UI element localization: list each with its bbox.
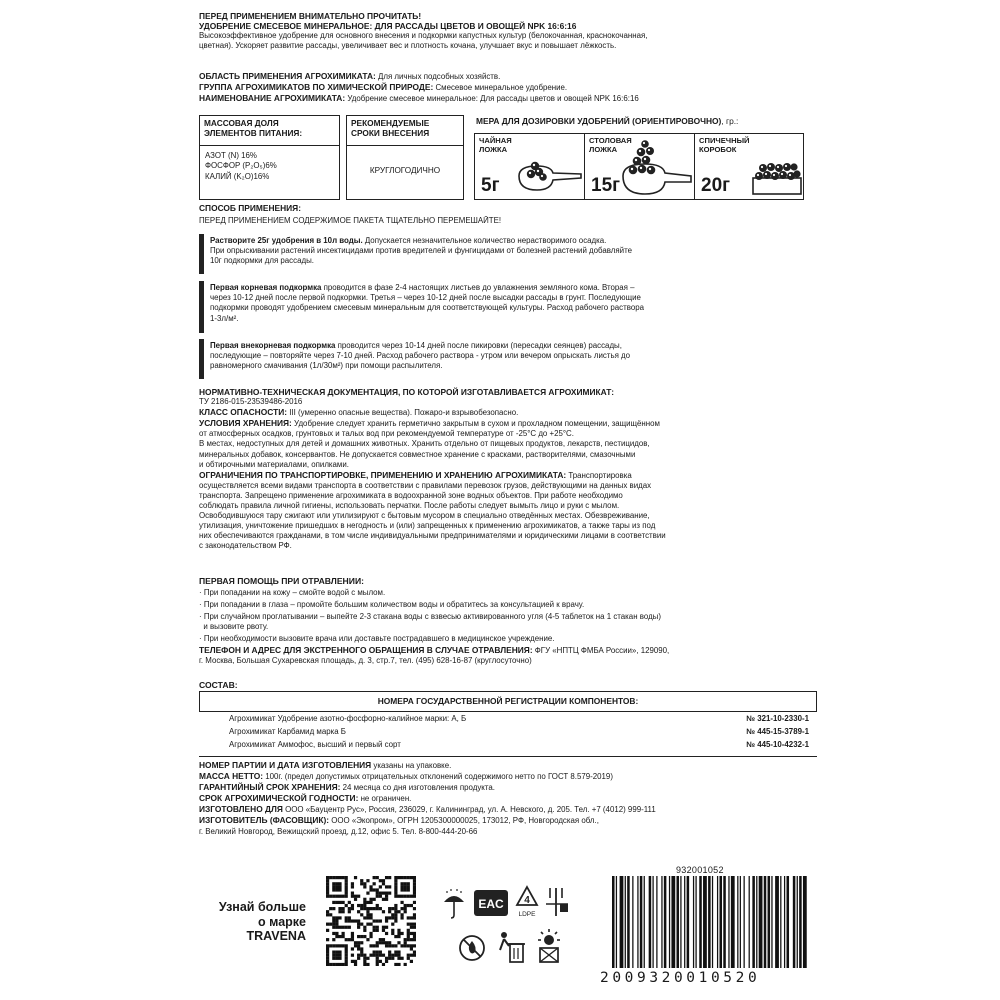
trash-bin-icon bbox=[496, 930, 526, 964]
registration-row-name: Агрохимикат Карбамид марка Б bbox=[229, 727, 346, 736]
matchbox-cell bbox=[695, 134, 805, 199]
danger-value: III (умеренно опасные вещества). Пожаро-и взрывобезопасно. bbox=[287, 408, 519, 418]
first-aid-item-1: · При попадании на кожу – смойте водой с мылом. bbox=[199, 588, 386, 598]
area-value: Для личных подсобных хозяйств. bbox=[375, 72, 501, 81]
p1-line-2: При опрыскивании растений инсектицидами против вредителей и фунгицидами от болезней растений добавляйте bbox=[210, 246, 632, 256]
transport-line-2: транспорта. Запрещено применение агрохимиката в водоохранной зоне водных объектов. При работе необходимо bbox=[199, 490, 623, 500]
p1-bold: Растворите 25г удобрения в 10л воды. bbox=[210, 236, 363, 245]
no-burn-icon bbox=[458, 934, 486, 962]
dose-table bbox=[474, 133, 804, 200]
group-label: ГРУППА АГРОХИМИКАТОВ ПО ХИМИЧЕСКОЙ ПРИРОДЕ: bbox=[199, 82, 434, 93]
registration-row-name: Агрохимикат Аммофос, высший и первый сорт bbox=[229, 740, 401, 749]
mass-label: МАССА НЕТТО: bbox=[199, 771, 264, 782]
qr-code[interactable] bbox=[326, 876, 416, 966]
storage-line-2: от атмосферных осадков, грунтовых и талых вод при рекомендуемой температуре от -25°С до +25°С. bbox=[199, 429, 574, 439]
registration-divider bbox=[199, 756, 817, 757]
first-aid-title: ПЕРВАЯ ПОМОЩЬ ПРИ ОТРАВЛЕНИИ: bbox=[199, 576, 364, 586]
tablespoon-cell bbox=[585, 134, 695, 199]
promo-line-3: TRAVENA bbox=[246, 929, 306, 943]
matchbox-icon bbox=[751, 160, 803, 196]
warning-title: ПЕРЕД ПРИМЕНЕНИЕМ ВНИМАТЕЛЬНО ПРОЧИТАТЬ! bbox=[199, 11, 422, 21]
phosphorus-row: ФОСФОР (P₂O₅)6% bbox=[205, 161, 277, 171]
matchbox-label-1: СПИЧЕЧНЫЙ bbox=[699, 136, 750, 145]
barcode bbox=[612, 876, 808, 968]
method-title: СПОСОБ ПРИМЕНЕНИЯ: bbox=[199, 203, 301, 213]
registration-row bbox=[229, 727, 809, 736]
glass-fork-icon bbox=[544, 886, 570, 920]
teaspoon-cell bbox=[475, 134, 585, 199]
maker-label: ИЗГОТОВИТЕЛЬ (ФАСОВЩИК): bbox=[199, 815, 330, 826]
transport-line-4: Освободившуюся тару сжигают или утилизируют с бытовым мусором в специально отведённых местах. Обезвреживание, bbox=[199, 511, 650, 521]
teaspoon-label-1: ЧАЙНАЯ bbox=[479, 136, 512, 145]
first-aid-item-2: · При попадании в глаза – промойте большим количеством воды и обратитесь за консультацией к врачу. bbox=[199, 600, 585, 610]
tablespoon-value: 15г bbox=[591, 175, 621, 196]
storage-line-4: минеральных добавок, консервантов. Не допускается совместное хранение с красками, растворителями, смазочными bbox=[199, 449, 636, 459]
certification-icons bbox=[440, 880, 570, 972]
storage-line-5: и обтирочными материалами, опилками. bbox=[199, 459, 349, 469]
area-label: ОБЛАСТЬ ПРИМЕНЕНИЯ АГРОХИМИКАТА: bbox=[199, 71, 376, 81]
regulatory-section bbox=[199, 387, 805, 552]
paragraph-3 bbox=[210, 341, 806, 372]
phone-label: ТЕЛЕФОН И АДРЕС ДЛЯ ЭКСТРЕННОГО ОБРАЩЕНИЯ В СЛУЧАЕ ОТРАВЛЕНИЯ: bbox=[199, 644, 533, 655]
dose-title-row bbox=[476, 116, 816, 126]
name-label: НАИМЕНОВАНИЕ АГРОХИМИКАТА: bbox=[199, 93, 346, 104]
registration-row-number: № 445-15-3789-1 bbox=[746, 727, 809, 736]
storage-line-3: В местах, недоступных для детей и домашних животных. Хранить отдельно от пищевых продуктов, лекарств, пестицидов, bbox=[199, 439, 650, 449]
promo-text bbox=[196, 900, 306, 944]
paragraph-bar-1 bbox=[199, 234, 204, 274]
maker-line-2: г. Великий Новгород, Вежищский проезд, д.12, офис 5. Тел. 8-800-444-20-66 bbox=[199, 826, 478, 836]
p2-line-1: проводится в фазе 2-4 настоящих листьев до увлажнения земляного кома. Вторая – bbox=[321, 283, 635, 292]
first-aid-item-4: · При необходимости вызовите врача или доставьте пострадавшего в медицинское учреждение. bbox=[199, 634, 555, 644]
svg-text:EAC: EAC bbox=[478, 897, 504, 911]
registration-row bbox=[229, 714, 809, 723]
batch-label: НОМЕР ПАРТИИ И ДАТА ИЗГОТОВЛЕНИЯ bbox=[199, 760, 372, 770]
nitrogen-row: АЗОТ (N) 16% bbox=[205, 151, 257, 160]
registration-row-number: № 445-10-4232-1 bbox=[746, 740, 809, 749]
dose-suffix: , гр.: bbox=[721, 116, 739, 126]
teaspoon-label-2: ЛОЖКА bbox=[479, 145, 508, 154]
p3-line-1: проводится через 10-14 дней после пикировки (пересадки сеянцев) рассады, bbox=[335, 341, 622, 350]
tablespoon-icon bbox=[621, 140, 693, 198]
first-aid-item-3b: и вызовите рвоту. bbox=[199, 622, 269, 632]
application-terms-table bbox=[346, 115, 464, 200]
tablespoon-label-2: ЛОЖКА bbox=[589, 145, 618, 154]
method-section bbox=[199, 203, 805, 226]
mass-table-header-1: МАССОВАЯ ДОЛЯ bbox=[204, 118, 279, 128]
validity-label: СРОК АГРОХИМИЧЕСКОЙ ГОДНОСТИ: bbox=[199, 793, 359, 804]
first-aid-item-3a: · При случайном проглатывании – выпейте 2-3 стакана воды с взвесью активированного угля (4-5 таблеток на 1 стакан воды) bbox=[199, 612, 661, 622]
p3-line-3: равномерного смачивания (1л/30м²) при помощи распылителя. bbox=[210, 361, 443, 371]
storage-label: УСЛОВИЯ ХРАНЕНИЯ: bbox=[199, 418, 292, 429]
barcode-number: 2009320010520 bbox=[600, 970, 761, 986]
terms-header-2: СРОКИ ВНЕСЕНИЯ bbox=[351, 128, 430, 138]
transport-line-1: осуществляется всеми видами транспорта в соответствии с правилами перевозок грузов, действующими на данных видах bbox=[199, 480, 652, 490]
terms-header-1: РЕКОМЕНДУЕМЫЕ bbox=[351, 118, 430, 128]
tu-value: ТУ 2186-015-23539486-2016 bbox=[199, 397, 303, 407]
method-subtitle: ПЕРЕД ПРИМЕНЕНИЕМ СОДЕРЖИМОЕ ПАКЕТА ТЩАТЕЛЬНО ПЕРЕМЕШАЙТЕ! bbox=[199, 216, 502, 226]
p3-bold: Первая внекорневая подкормка bbox=[210, 341, 336, 350]
p1-line-3: 10г подкормки для рассады. bbox=[210, 256, 314, 266]
paragraph-2 bbox=[210, 283, 806, 324]
registration-title: НОМЕРА ГОСУДАРСТВЕННОЙ РЕГИСТРАЦИИ КОМПОНЕНТОВ: bbox=[377, 696, 639, 706]
name-value: Удобрение смесевое минеральное: Для рассады цветов и овощей NPK 16:6:16 bbox=[345, 94, 639, 104]
teaspoon-icon bbox=[515, 156, 583, 196]
terms-value: КРУГЛОГОДИЧНО bbox=[369, 166, 441, 175]
matchbox-label-2: КОРОБОК bbox=[699, 145, 737, 154]
made-for-value: ООО «Бауцентр Рус», Россия, 236029, г. Калининград, ул. А. Невского, д. 205. Тел. +7 (4012) 999-111 bbox=[282, 805, 656, 815]
transport-line-0: Транспортировка bbox=[566, 470, 632, 480]
storage-line-1: Удобрение следует хранить герметично закрытым в сухом и прохладном помещении, защищённом bbox=[291, 419, 660, 429]
dose-title: МЕРА ДЛЯ ДОЗИРОВКИ УДОБРЕНИЙ (ОРИЕНТИРОВОЧНО) bbox=[476, 116, 722, 126]
first-aid-section bbox=[199, 576, 805, 666]
composition-title: СОСТАВ: bbox=[199, 680, 238, 690]
batch-value: указаны на упаковке. bbox=[371, 761, 452, 770]
product-title: УДОБРЕНИЕ СМЕСЕВОЕ МИНЕРАЛЬНОЕ: ДЛЯ РАССАДЫ ЦВЕТОВ И ОВОЩЕЙ NPK 16:6:16 bbox=[199, 21, 577, 32]
footer-info bbox=[199, 760, 805, 837]
tablespoon-label-1: СТОЛОВАЯ bbox=[589, 136, 632, 145]
maker-line-1: ООО «Экопром», ОГРН 1205300000025, 173012, РФ, Новгородская обл., bbox=[329, 816, 599, 826]
promo-line-2: о марке bbox=[258, 914, 306, 929]
product-info bbox=[199, 71, 805, 104]
description-line-1: Высокоэффективное удобрение для основного внесения и подкормки капустных культур (белокочанная, краснокочанная, bbox=[199, 31, 648, 41]
p2-line-2: через 10-12 дней после первой подкормки. Третья – через 10-12 дней после высадки рассады в грунт. Последующие bbox=[210, 293, 641, 303]
warranty-label: ГАРАНТИЙНЫЙ СРОК ХРАНЕНИЯ: bbox=[199, 782, 341, 793]
recycle-ldpe-icon bbox=[514, 884, 540, 920]
registration-row-name: Агрохимикат Удобрение азотно-фосфорно-калийное марки: А, Б bbox=[229, 714, 467, 723]
registration-header-box bbox=[199, 691, 817, 712]
paragraph-1 bbox=[210, 236, 806, 267]
p2-bold: Первая корневая подкормка bbox=[210, 283, 322, 292]
transport-line-5: утилизация, уничтожение пришедших в негодность и (или) запрещенных к применению агрохимикатов, а также тары из под bbox=[199, 521, 656, 531]
transport-line-6: них обеспечиваются гражданами, в том числе индивидуальными предпринимателями и юридическими лицами в соответствии bbox=[199, 531, 666, 541]
p2-line-4: 1-3л/м². bbox=[210, 313, 239, 323]
paragraph-bar-3 bbox=[199, 339, 204, 379]
umbrella-icon bbox=[442, 888, 466, 920]
p3-line-2: последующие – повторяйте через 7-10 дней. Расход рабочего раствора - утром или вечером опрыскать листья до bbox=[210, 351, 631, 361]
paragraph-bar-2 bbox=[199, 281, 204, 333]
doc-label: НОРМАТИВНО-ТЕХНИЧЕСКАЯ ДОКУМЕНТАЦИЯ, ПО КОТОРОЙ ИЗГОТАВЛИВАЕТСЯ АГРОХИМИКАТ: bbox=[199, 387, 615, 397]
potassium-row: КАЛИЙ (K₂O)16% bbox=[205, 171, 270, 181]
composition-section bbox=[199, 680, 805, 690]
transport-line-7: с законодательством РФ. bbox=[199, 541, 292, 551]
danger-label: КЛАСС ОПАСНОСТИ: bbox=[199, 407, 287, 418]
svg-text:4: 4 bbox=[524, 895, 530, 906]
validity-value: не ограничен. bbox=[358, 794, 412, 804]
header bbox=[199, 11, 805, 51]
mass-share-table bbox=[199, 115, 340, 200]
promo-line-1: Узнай больше bbox=[218, 900, 306, 914]
eac-icon bbox=[474, 890, 508, 916]
registration-list bbox=[199, 712, 817, 758]
group-value: Смесевое минеральное удобрение. bbox=[433, 83, 568, 93]
mass-value: 100г. (предел допустимых отрицательных отклонений содержимого нетто по ГОСТ 8.579-2019) bbox=[263, 772, 613, 782]
p1-line-1: Допускается незначительное количество нерастворимого осадка. bbox=[362, 236, 607, 245]
transport-line-3: соблюдать правила личной гигиены, использовать перчатки. После работы следует вымыть лицо и руки с мылом. bbox=[199, 501, 620, 511]
mass-table-header-2: ЭЛЕМЕНТОВ ПИТАНИЯ: bbox=[204, 128, 303, 138]
phone-line-1: ФГУ «НПТЦ ФМБА России», 129090, bbox=[532, 645, 670, 655]
transport-label: ОГРАНИЧЕНИЯ ПО ТРАНСПОРТИРОВКЕ, ПРИМЕНЕНИЮ И ХРАНЕНИЮ АГРОХИМИКАТА: bbox=[199, 469, 567, 480]
phone-line-2: г. Москва, Большая Сухаревская площадь, д. 3, стр.7, тел. (495) 628-16-87 (круглосуточно) bbox=[199, 655, 532, 665]
matchbox-value: 20г bbox=[701, 175, 731, 196]
sun-protect-icon bbox=[532, 928, 566, 964]
registration-row-number: № 321-10-2330-1 bbox=[746, 714, 809, 723]
made-for-label: ИЗГОТОВЛЕНО ДЛЯ bbox=[199, 804, 283, 815]
barcode-top-number: 932001052 bbox=[676, 865, 724, 875]
p2-line-3: подкормки проводят удобрением смесевым минеральным для соответствующей культуры. Расход рабочего раствора bbox=[210, 303, 644, 313]
registration-row bbox=[229, 740, 809, 749]
warranty-value: 24 месяца со дня изготовления продукта. bbox=[340, 783, 495, 793]
svg-text:LDPE: LDPE bbox=[518, 911, 536, 918]
teaspoon-value: 5г bbox=[481, 175, 500, 196]
description-line-2: цветная). Ускоряет развитие рассады, увеличивает вес и плотность кочана, улучшает вкус и повышает лёжкость. bbox=[199, 41, 617, 51]
